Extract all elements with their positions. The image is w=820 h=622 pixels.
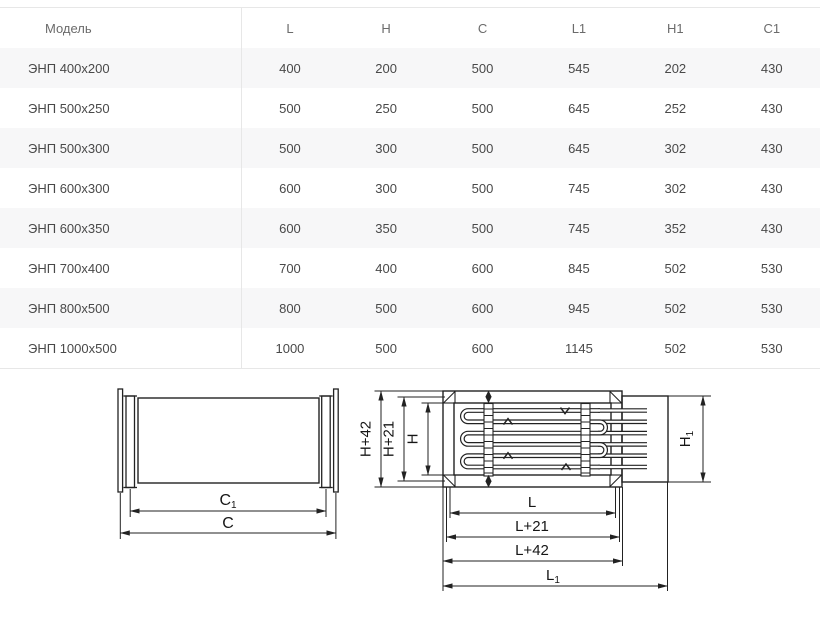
table-row — [0, 168, 820, 208]
column-header-c: C — [477, 20, 488, 36]
value-cell: 800 — [242, 288, 338, 328]
value-cell: 500 — [242, 128, 338, 168]
column-header-h1: H1 — [667, 20, 684, 36]
dim-label-c1: C1 — [219, 492, 237, 511]
dim-label-h: H — [404, 433, 422, 445]
value-cell: 1000 — [242, 328, 338, 369]
value-cell: 600 — [471, 260, 494, 276]
value-cell: 502 — [664, 300, 687, 316]
value-cell: 600 — [471, 340, 494, 356]
table-row — [0, 48, 820, 88]
value-cell: 1145 — [564, 340, 593, 356]
value-cell: 400 — [242, 48, 338, 88]
value-cell: 500 — [471, 180, 494, 196]
value-cell: 302 — [664, 140, 687, 156]
table-row — [0, 248, 820, 288]
dim-label-c: C — [222, 515, 234, 532]
dim-label-l1: $L_1$ — [546, 567, 560, 586]
value-cell: 502 — [664, 340, 687, 356]
column-header-h: H — [381, 20, 391, 36]
column-header-model: Модель — [45, 20, 92, 36]
column-header-l1: L1 — [571, 20, 587, 36]
model-cell: ЭНП 600х300 — [28, 180, 110, 196]
table-body — [0, 48, 820, 369]
value-cell: 745 — [568, 180, 590, 196]
flow-arrows — [504, 408, 571, 470]
table-row — [0, 288, 820, 328]
model-cell: ЭНП 600х350 — [28, 220, 110, 236]
value-cell: 530 — [760, 300, 783, 316]
value-cell: 600 — [471, 300, 494, 316]
value-cell: 600 — [242, 208, 338, 248]
model-cell: ЭНП 700х400 — [28, 260, 110, 276]
value-cell: 500 — [375, 340, 397, 356]
table-row — [0, 208, 820, 248]
value-cell: 430 — [760, 180, 783, 196]
model-cell: ЭНП 800х500 — [28, 300, 110, 316]
model-cell: ЭНП 1000х500 — [28, 340, 117, 356]
dim-label-l42: L+42 — [515, 542, 549, 559]
value-cell: 745 — [568, 220, 590, 236]
value-cell: 945 — [568, 300, 590, 316]
value-cell: 300 — [375, 140, 397, 156]
value-cell: 600 — [242, 168, 338, 208]
technical-drawings — [0, 370, 820, 622]
value-cell: 545 — [568, 60, 590, 76]
dim-label-l: L — [527, 494, 537, 511]
duct-side-view-diagram — [118, 389, 338, 539]
value-cell: 430 — [760, 220, 783, 236]
heater-front-view-diagram — [358, 391, 712, 592]
value-cell: 500 — [242, 88, 338, 128]
model-cell: ЭНП 500х250 — [28, 100, 110, 116]
header-row — [0, 8, 820, 49]
value-cell: 202 — [664, 60, 687, 76]
value-cell: 200 — [375, 60, 397, 76]
value-cell: 502 — [664, 260, 687, 276]
column-header-l: L — [242, 8, 338, 49]
table-row — [0, 328, 820, 369]
table-row — [0, 88, 820, 128]
value-cell: 530 — [760, 260, 783, 276]
dim-label-l21: L+21 — [515, 518, 549, 535]
duct-body — [138, 398, 319, 483]
dim-label-h1: $H_1$ — [677, 430, 696, 448]
heater-casing — [443, 391, 622, 487]
value-cell: 300 — [375, 180, 397, 196]
column-header-c1: C1 — [763, 20, 781, 36]
dim-label-h21: H+21 — [380, 420, 398, 458]
value-cell: 400 — [375, 260, 397, 276]
value-cell: 252 — [664, 100, 687, 116]
value-cell: 350 — [375, 220, 397, 236]
corner-plates — [443, 391, 622, 487]
value-cell: 500 — [375, 300, 397, 316]
model-cell: ЭНП 400х200 — [28, 60, 110, 76]
table-row — [0, 128, 820, 168]
value-cell: 500 — [471, 100, 494, 116]
value-cell: 645 — [568, 100, 590, 116]
value-cell: 845 — [568, 260, 590, 276]
value-cell: 645 — [568, 140, 590, 156]
dimensions-table — [0, 7, 820, 369]
value-cell: 430 — [760, 140, 783, 156]
table-header — [0, 8, 820, 49]
value-cell: 500 — [471, 140, 494, 156]
value-cell: 302 — [664, 180, 687, 196]
value-cell: 250 — [375, 100, 397, 116]
model-cell: ЭНП 500х300 — [28, 140, 110, 156]
value-cell: 530 — [760, 340, 783, 356]
dim-label-h42: H+42 — [357, 420, 375, 458]
value-cell: 430 — [760, 60, 783, 76]
value-cell: 500 — [471, 220, 494, 236]
value-cell: 500 — [471, 60, 494, 76]
value-cell: 352 — [664, 220, 687, 236]
value-cell: 430 — [760, 100, 783, 116]
value-cell: 700 — [242, 248, 338, 288]
